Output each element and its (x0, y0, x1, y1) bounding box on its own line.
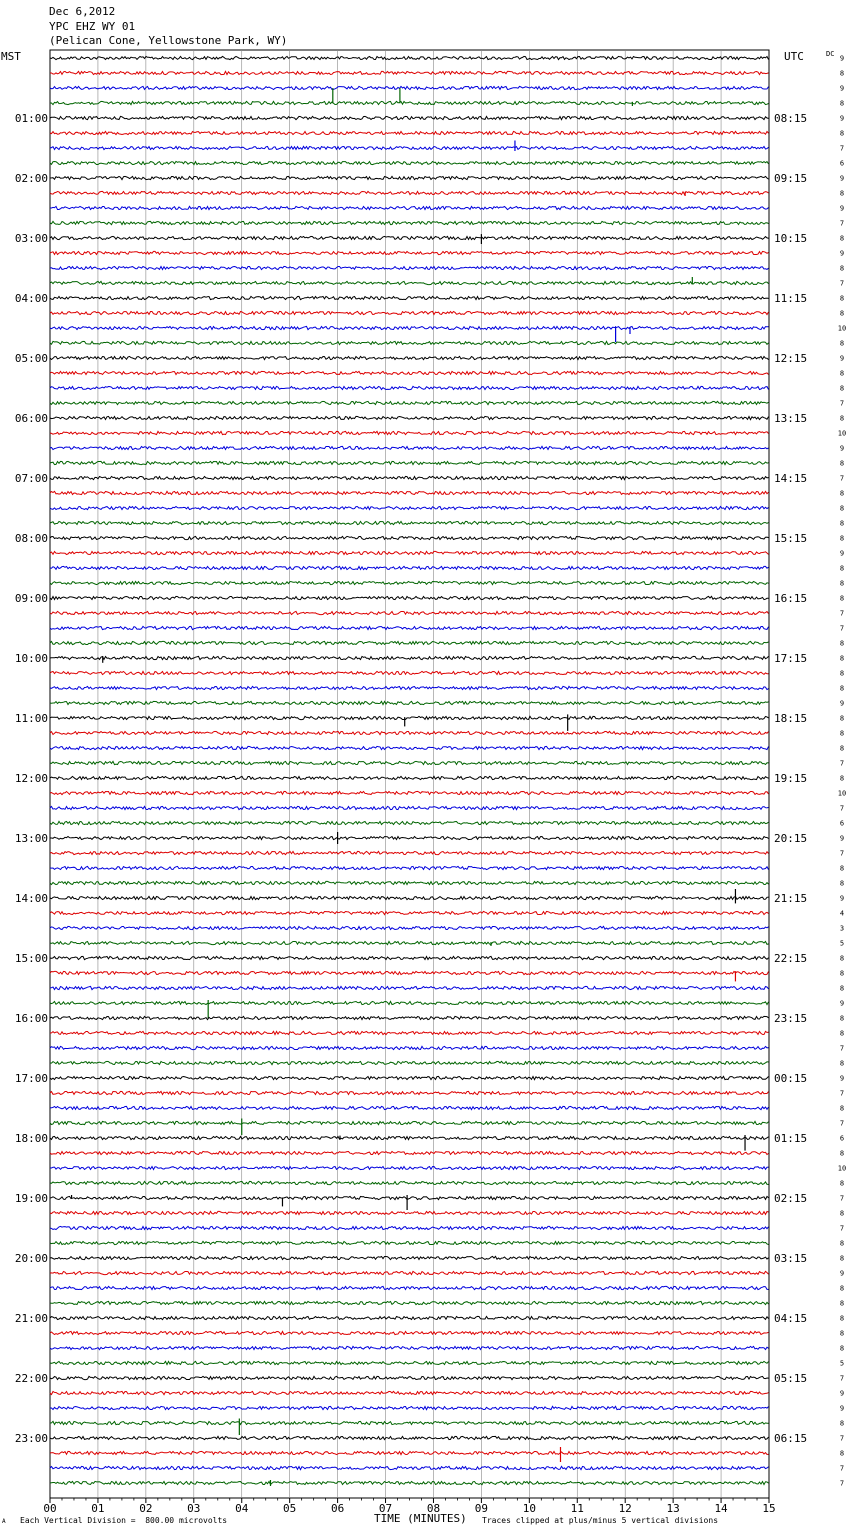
mst-hour-label: 08:00 (14, 532, 48, 545)
dc-offset-label: 8 (839, 714, 845, 723)
trace-line (50, 836, 769, 839)
dc-offset-label: 7 (839, 1434, 845, 1443)
mst-hour-label: 16:00 (14, 1012, 48, 1025)
dc-offset-label: 8 (839, 189, 845, 198)
x-tick-label: 02 (139, 1502, 153, 1515)
dc-offset-label: 5 (839, 939, 845, 948)
dc-offset-label: 8 (839, 459, 845, 468)
dc-offset-label: 8 (839, 294, 845, 303)
mst-axis-label: MST (1, 50, 21, 63)
dc-offset-label: 8 (839, 594, 845, 603)
trace-line (50, 56, 769, 59)
dc-offset-label: 8 (839, 684, 845, 693)
trace-line (50, 1331, 769, 1334)
trace-line (50, 311, 769, 314)
utc-hour-label: 23:15 (774, 1012, 808, 1025)
trace-line (50, 191, 769, 194)
dc-offset-label: 8 (839, 1329, 845, 1338)
trace-line (50, 1481, 769, 1484)
dc-offset-label: 9 (839, 174, 845, 183)
mst-hour-label: 23:00 (14, 1432, 48, 1445)
utc-axis-label: UTC (784, 50, 804, 63)
dc-offset-label: 7 (839, 849, 845, 858)
trace-line (50, 911, 769, 914)
dc-offset-label: 8 (839, 864, 845, 873)
mst-hour-label: 12:00 (14, 772, 48, 785)
dc-offset-label: 6 (839, 159, 845, 168)
trace-line (50, 1376, 769, 1379)
trace-line (50, 161, 769, 164)
trace-line (50, 656, 769, 659)
mst-hour-label: 18:00 (14, 1132, 48, 1145)
trace-line (50, 491, 769, 494)
trace-line (50, 536, 769, 539)
dc-offset-label: 8 (839, 654, 845, 663)
x-tick-label: 06 (330, 1502, 345, 1515)
mst-hour-label: 14:00 (14, 892, 48, 905)
utc-hour-label: 20:15 (774, 832, 808, 845)
trace-line (50, 686, 769, 689)
dc-offset-label: 8 (839, 1254, 845, 1263)
dc-offset-label: 7 (839, 1044, 845, 1053)
dc-offset-label: 5 (839, 1359, 845, 1368)
dc-offset-label: 8 (839, 69, 845, 78)
trace-line (50, 1016, 769, 1019)
dc-offset-label: 10 (837, 1164, 847, 1173)
x-tick-label: 11 (570, 1502, 584, 1515)
x-tick-label: 15 (762, 1502, 776, 1515)
dc-offset-label: 9 (839, 1269, 845, 1278)
dc-offset-label: 8 (839, 504, 845, 513)
trace-line (50, 821, 769, 824)
trace-line (50, 956, 769, 959)
utc-hour-label: 14:15 (774, 472, 808, 485)
trace-line (50, 731, 769, 734)
trace-line (50, 341, 769, 344)
trace-line (50, 371, 769, 374)
trace-line (50, 1076, 769, 1079)
mst-hour-label: 07:00 (14, 472, 48, 485)
dc-offset-label: 7 (839, 474, 845, 483)
trace-line (50, 926, 769, 929)
dc-offset-label: 8 (839, 774, 845, 783)
header-station: YPC EHZ WY 01 (49, 19, 136, 33)
trace-line (50, 266, 769, 269)
trace-line (50, 86, 769, 89)
x-tick-label: 09 (474, 1502, 489, 1515)
utc-hour-label: 19:15 (774, 772, 808, 785)
x-tick-label: 01 (91, 1502, 105, 1515)
mst-hour-label: 05:00 (14, 352, 48, 365)
dc-offset-label: 9 (839, 444, 845, 453)
trace-line (50, 176, 769, 179)
trace-line (50, 701, 769, 704)
trace-line (50, 596, 769, 599)
utc-hour-label: 01:15 (774, 1132, 808, 1145)
mst-hour-label: 04:00 (14, 292, 48, 305)
dc-offset-label: 8 (839, 1104, 845, 1113)
dc-offset-label: 9 (839, 699, 845, 708)
trace-line (50, 296, 769, 299)
trace-line (50, 1031, 769, 1034)
corner-mark: A (2, 1518, 6, 1525)
trace-line (50, 1091, 769, 1094)
mst-hour-label: 10:00 (14, 652, 48, 665)
dc-offset-label: 9 (839, 204, 845, 213)
dc-offset-label: 8 (839, 1299, 845, 1308)
trace-line (50, 116, 769, 119)
utc-hour-label: 00:15 (774, 1072, 808, 1085)
utc-hour-label: 22:15 (774, 952, 808, 965)
dc-offset-label: 8 (839, 579, 845, 588)
dc-offset-label: 9 (839, 999, 845, 1008)
trace-line (50, 716, 769, 719)
dc-offset-label: 8 (839, 234, 845, 243)
mst-hour-label: 13:00 (14, 832, 48, 845)
dc-offset-label: 9 (839, 894, 845, 903)
dc-label: DC (826, 50, 835, 58)
trace-line (50, 866, 769, 869)
dc-offset-label: 7 (839, 1089, 845, 1098)
trace-line (50, 1181, 769, 1184)
dc-offset-label: 8 (839, 1014, 845, 1023)
dc-offset-label: 8 (839, 954, 845, 963)
dc-offset-label: 8 (839, 639, 845, 648)
trace-line (50, 1121, 769, 1124)
dc-offset-label: 8 (839, 1344, 845, 1353)
trace-line (50, 71, 769, 74)
x-tick-label: 07 (378, 1502, 393, 1515)
dc-offset-label: 8 (839, 1284, 845, 1293)
utc-hour-label: 21:15 (774, 892, 808, 905)
trace-line (50, 1301, 769, 1304)
trace-line (50, 446, 769, 449)
dc-offset-label: 8 (839, 384, 845, 393)
dc-offset-label: 8 (839, 1314, 845, 1323)
x-tick-label: 10 (522, 1502, 536, 1515)
trace-line (50, 611, 769, 614)
trace-line (50, 1241, 769, 1244)
dc-offset-label: 8 (839, 1179, 845, 1188)
dc-offset-label: 7 (839, 624, 845, 633)
trace-line (50, 671, 769, 674)
trace-line (50, 641, 769, 644)
trace-line (50, 1001, 769, 1004)
mst-hour-label: 02:00 (14, 172, 48, 185)
trace-line (50, 551, 769, 554)
utc-hour-label: 02:15 (774, 1192, 808, 1205)
dc-offset-label: 8 (839, 1419, 845, 1428)
header-location: (Pelican Cone, Yellowstone Park, WY) (49, 34, 288, 47)
trace-line (50, 1406, 769, 1409)
trace-line (50, 1316, 769, 1319)
dc-offset-label: 8 (839, 744, 845, 753)
dc-offset-label: 8 (839, 969, 845, 978)
trace-line (50, 1271, 769, 1274)
dc-offset-label: 8 (839, 264, 845, 273)
trace-line (50, 1166, 769, 1169)
mst-hour-label: 01:00 (14, 112, 48, 125)
trace-line (50, 401, 769, 404)
trace-line (50, 1136, 769, 1139)
dc-offset-label: 7 (839, 1119, 845, 1128)
dc-offset-label: 7 (839, 1374, 845, 1383)
trace-line (50, 1466, 769, 1469)
trace-line (50, 1421, 769, 1424)
mst-hour-label: 06:00 (14, 412, 48, 425)
trace-line (50, 1361, 769, 1364)
trace-line (50, 791, 769, 794)
dc-offset-label: 7 (839, 279, 845, 288)
trace-line (50, 386, 769, 389)
trace-line (50, 251, 769, 254)
trace-line (50, 1436, 769, 1439)
dc-offset-label: 6 (839, 1134, 845, 1143)
trace-line (50, 416, 769, 419)
trace-line (50, 221, 769, 224)
dc-offset-label: 8 (839, 1029, 845, 1038)
mst-hour-label: 17:00 (14, 1072, 48, 1085)
utc-hour-label: 15:15 (774, 532, 808, 545)
trace-line (50, 881, 769, 884)
trace-line (50, 566, 769, 569)
trace-line (50, 146, 769, 149)
scale-note: Each Vertical Division = 800.00 microvolts (20, 1516, 228, 1525)
trace-line (50, 1256, 769, 1259)
dc-offset-label: 6 (839, 819, 845, 828)
dc-offset-label: 8 (839, 339, 845, 348)
dc-offset-label: 10 (837, 324, 847, 333)
trace-line (50, 101, 769, 104)
x-tick-label: 03 (187, 1502, 201, 1515)
dc-offset-label: 7 (839, 759, 845, 768)
dc-offset-label: 8 (839, 879, 845, 888)
mst-hour-label: 11:00 (14, 712, 48, 725)
trace-line (50, 521, 769, 524)
dc-offset-label: 3 (839, 924, 845, 933)
trace-line (50, 626, 769, 629)
trace-line (50, 476, 769, 479)
dc-offset-label: 8 (839, 564, 845, 573)
x-axis-title: TIME (MINUTES) (374, 1512, 467, 1525)
dc-offset-label: 7 (839, 1464, 845, 1473)
utc-hour-label: 06:15 (774, 1432, 808, 1445)
dc-offset-label: 7 (839, 1224, 845, 1233)
dc-offset-label: 7 (839, 219, 845, 228)
utc-hour-label: 09:15 (774, 172, 808, 185)
trace-line (50, 1196, 769, 1199)
mst-hour-label: 21:00 (14, 1312, 48, 1325)
utc-hour-label: 11:15 (774, 292, 808, 305)
trace-line (50, 1151, 769, 1154)
dc-offset-label: 10 (837, 429, 847, 438)
dc-offset-label: 9 (839, 1389, 845, 1398)
dc-offset-label: 7 (839, 1194, 845, 1203)
x-tick-label: 00 (43, 1502, 57, 1515)
trace-line (50, 1211, 769, 1214)
trace-line (50, 806, 769, 809)
trace-line (50, 1106, 769, 1109)
utc-hour-label: 16:15 (774, 592, 808, 605)
trace-line (50, 131, 769, 134)
dc-offset-label: 9 (839, 84, 845, 93)
trace-line (50, 581, 769, 584)
utc-hour-label: 05:15 (774, 1372, 808, 1385)
trace-line (50, 746, 769, 749)
mst-hour-label: 20:00 (14, 1252, 48, 1265)
dc-offset-label: 9 (839, 54, 845, 63)
dc-offset-label: 9 (839, 1404, 845, 1413)
x-tick-label: 08 (426, 1502, 441, 1515)
dc-offset-label: 8 (839, 534, 845, 543)
mst-hour-label: 19:00 (14, 1192, 48, 1205)
dc-offset-label: 9 (839, 834, 845, 843)
trace-line (50, 1391, 769, 1394)
trace-line (50, 1061, 769, 1064)
trace-line (50, 1451, 769, 1454)
dc-offset-label: 8 (839, 489, 845, 498)
dc-offset-label: 8 (839, 1149, 845, 1158)
trace-line (50, 281, 769, 284)
trace-line (50, 506, 769, 509)
utc-hour-label: 03:15 (774, 1252, 808, 1265)
mst-hour-label: 03:00 (14, 232, 48, 245)
dc-offset-label: 8 (839, 1449, 845, 1458)
dc-offset-label: 8 (839, 414, 845, 423)
trace-line (50, 851, 769, 854)
dc-offset-label: 8 (839, 669, 845, 678)
dc-offset-label: 4 (839, 909, 845, 918)
dc-offset-label: 9 (839, 1074, 845, 1083)
utc-hour-label: 04:15 (774, 1312, 808, 1325)
header-date: Dec 6,2012 (49, 5, 116, 18)
trace-line (50, 461, 769, 464)
trace-line (50, 986, 769, 989)
x-tick-label: 05 (283, 1502, 297, 1515)
dc-offset-label: 8 (839, 1059, 845, 1068)
dc-offset-label: 9 (839, 549, 845, 558)
clip-note: Traces clipped at plus/minus 5 vertical divisions (482, 1516, 719, 1525)
dc-offset-label: 8 (839, 519, 845, 528)
dc-offset-label: 9 (839, 249, 845, 258)
trace-line (50, 941, 769, 944)
dc-offset-label: 10 (837, 789, 847, 798)
utc-hour-label: 17:15 (774, 652, 808, 665)
dc-offset-label: 7 (839, 1479, 845, 1488)
x-tick-label: 12 (618, 1502, 632, 1515)
utc-hour-label: 10:15 (774, 232, 808, 245)
trace-line (50, 761, 769, 764)
trace-line (50, 431, 769, 434)
x-tick-label: 13 (666, 1502, 680, 1515)
dc-offset-label: 8 (839, 729, 845, 738)
utc-hour-label: 13:15 (774, 412, 808, 425)
utc-hour-label: 08:15 (774, 112, 808, 125)
dc-offset-label: 9 (839, 354, 845, 363)
dc-offset-label: 7 (839, 609, 845, 618)
mst-hour-label: 22:00 (14, 1372, 48, 1385)
trace-line (50, 896, 769, 899)
dc-offset-label: 8 (839, 369, 845, 378)
trace-line (50, 971, 769, 974)
trace-line (50, 776, 769, 779)
trace-line (50, 1046, 769, 1049)
mst-hour-label: 15:00 (14, 952, 48, 965)
trace-line (50, 356, 769, 359)
x-tick-label: 14 (714, 1502, 728, 1515)
trace-line (50, 236, 769, 239)
trace-line (50, 206, 769, 209)
trace-line (50, 1286, 769, 1289)
trace-line (50, 1346, 769, 1349)
dc-offset-label: 8 (839, 99, 845, 108)
dc-offset-label: 9 (839, 114, 845, 123)
trace-line (50, 1226, 769, 1229)
dc-offset-label: 8 (839, 129, 845, 138)
dc-offset-label: 8 (839, 1239, 845, 1248)
dc-offset-label: 7 (839, 804, 845, 813)
trace-line (50, 326, 769, 329)
dc-offset-label: 7 (839, 144, 845, 153)
utc-hour-label: 12:15 (774, 352, 808, 365)
dc-offset-label: 7 (839, 399, 845, 408)
utc-hour-label: 18:15 (774, 712, 808, 725)
dc-offset-label: 8 (839, 984, 845, 993)
mst-hour-label: 09:00 (14, 592, 48, 605)
dc-offset-label: 8 (839, 1209, 845, 1218)
x-tick-label: 04 (235, 1502, 249, 1515)
dc-offset-label: 8 (839, 309, 845, 318)
